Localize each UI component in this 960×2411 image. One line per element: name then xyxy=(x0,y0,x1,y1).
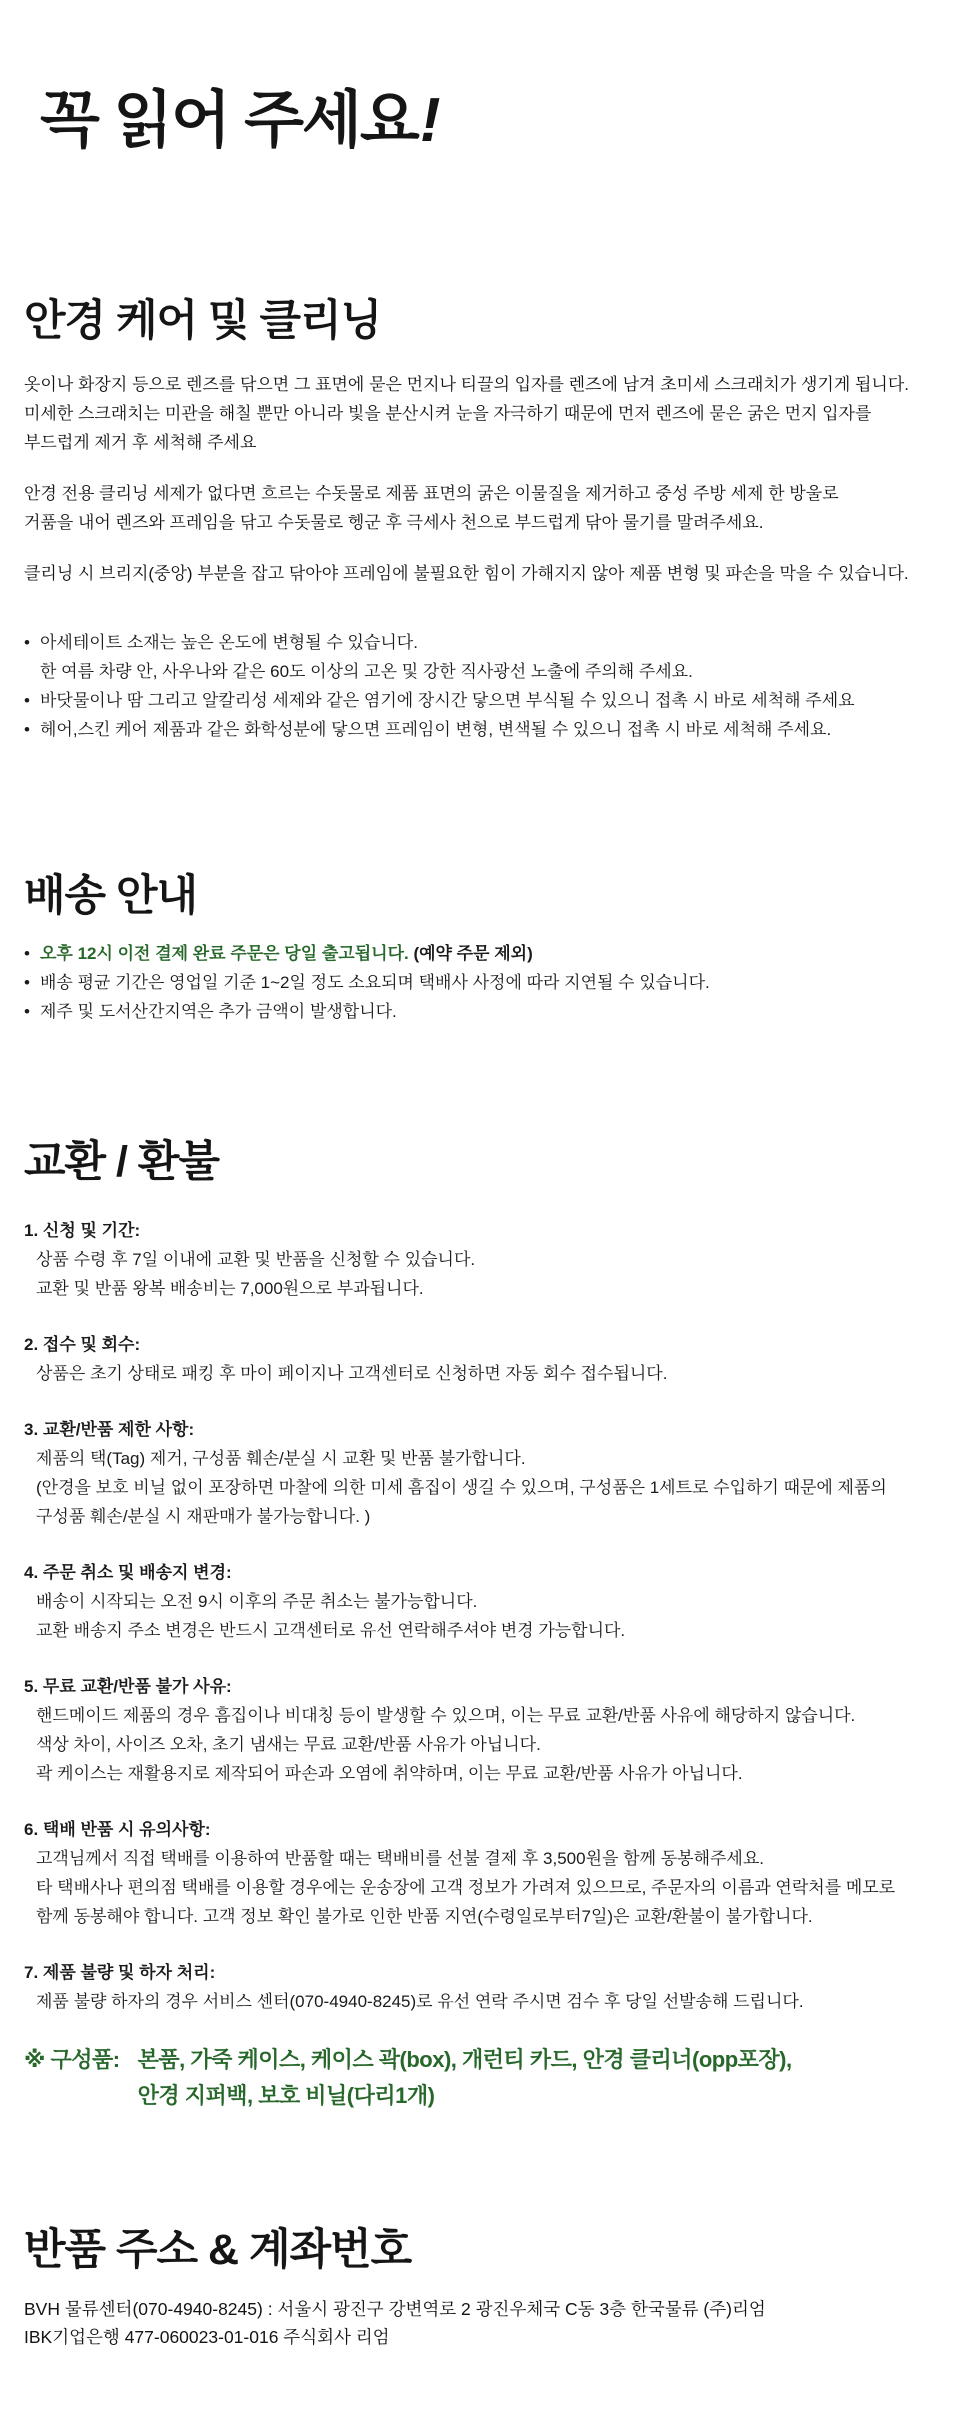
shipping-bullet-text: 오후 12시 이전 결제 완료 주문은 당일 출고됩니다. xyxy=(40,944,409,963)
exchange-item-title: 1. 신청 및 기간: xyxy=(24,1221,141,1240)
exchange-items xyxy=(24,1216,936,2016)
exchange-item-lines: 상품 수령 후 7일 이내에 교환 및 반품을 신청할 수 있습니다. 교환 및 반품 왕복 배송비는 7,000원으로 부과됩니다. xyxy=(36,1250,476,1298)
components-note-prefix: ※ 구성품: xyxy=(24,2047,120,2072)
care-paragraph: 옷이나 화장지 등으로 렌즈를 닦으면 그 표면에 묻은 먼지나 티끌의 입자를 렌즈에 남겨 초미세 스크래치가 생기게 됩니다. 미세한 스크래치는 미관을 해칠 뿐만 아니라 빛을 분산시켜 눈을 자극하기 때문에 먼저 렌즈에 묻은 굵은 먼지 입자를 부드럽게 제거 후 세척해 주세요 xyxy=(24,375,909,452)
exchange-item-title: 5. 무료 교환/반품 불가 사유: xyxy=(24,1677,232,1696)
page-title xyxy=(24,0,936,159)
shipping-heading: 배송 안내 xyxy=(24,872,198,920)
exchange-item xyxy=(24,1558,936,1645)
exchange-item-lines: 제품의 택(Tag) 제거, 구성품 훼손/분실 시 교환 및 반품 불가합니다. (안경을 보호 비닐 없이 포장하면 마찰에 의한 미세 흠집이 생길 수 있으며, 구성품은 1세트로 수입하기 때문에 제품의 구성품 훼손/분실 시 재판매가 불가능합니다. ) xyxy=(36,1449,887,1526)
care-paragraphs xyxy=(24,370,936,588)
shipping-bullet-text: 배송 평균 기간은 영업일 기준 1~2일 정도 소요되며 택배사 사정에 따라 지연될 수 있습니다. xyxy=(40,973,710,992)
exchange-heading: 교환 / 환불 xyxy=(24,1138,219,1186)
exchange-item xyxy=(24,1958,936,2016)
exchange-item xyxy=(24,1330,936,1388)
exchange-item-title: 6. 택배 반품 시 유의사항: xyxy=(24,1820,211,1839)
care-section xyxy=(24,287,936,744)
care-bullet-item: • 헤어,스킨 케어 제품과 같은 화학성분에 닿으면 프레임이 변형, 변색될 수 있으니 접촉 시 바로 세척해 주세요. xyxy=(24,715,936,744)
exchange-item xyxy=(24,1672,936,1788)
return-address-lines: BVH 물류센터(070-4940-8245) : 서울시 광진구 강변역로 2 광진우체국 C동 3층 한국물류 (주)리엄 IBK기업은행 477-060023-01-016 주식회사 리엄 xyxy=(24,2299,766,2347)
exchange-item-lines: 고객님께서 직접 택배를 이용하여 반품할 때는 택배비를 선불 결제 후 3,500원을 함께 동봉해주세요. 타 택배사나 편의점 택배를 이용할 경우에는 운송장에 고객 정보가 가려져 있으므로, 주문자의 이름과 연락처를 메모로 함께 동봉해야 합니다. 고객 정보 확인 불가로 인한 반품 지연(수령일로부터7일)은 교환/환불이 불가합니다. xyxy=(36,1849,896,1926)
components-note xyxy=(24,2042,936,2114)
care-bullet-item: • 바닷물이나 땀 그리고 알칼리성 세제와 같은 염기에 장시간 닿으면 부식될 수 있으니 접촉 시 바로 세척해 주세요 xyxy=(24,686,936,715)
exchange-section xyxy=(24,1128,936,2114)
exchange-item-title: 2. 접수 및 회수: xyxy=(24,1335,141,1354)
exchange-item-lines: 핸드메이드 제품의 경우 흠집이나 비대칭 등이 발생할 수 있으며, 이는 무료 교환/반품 사유에 해당하지 않습니다. 색상 차이, 사이즈 오차, 초기 냄새는 무료 교환/반품 사유가 아닙니다. 곽 케이스는 재활용지로 제작되어 파손과 오염에 취약하며, 이는 무료 교환/반품 사유가 아닙니다. xyxy=(36,1706,856,1783)
exchange-item-lines: 상품은 초기 상태로 패킹 후 마이 페이지나 고객센터로 신청하면 자동 회수 접수됩니다. xyxy=(36,1364,668,1383)
exchange-item-title: 3. 교환/반품 제한 사항: xyxy=(24,1420,195,1439)
shipping-bullet-item xyxy=(24,997,936,1026)
care-paragraph: 안경 전용 클리닝 세제가 없다면 흐르는 수돗물로 제품 표면의 굵은 이물질을 제거하고 중성 주방 세제 한 방울로 거품을 내어 렌즈와 프레임을 닦고 수돗물로 헹군 후 극세사 천으로 부드럽게 닦아 물기를 말려주세요. xyxy=(24,484,839,532)
exchange-item-title: 7. 제품 불량 및 하자 처리: xyxy=(24,1963,216,1982)
exchange-item xyxy=(24,1216,936,1303)
exchange-item-lines: 배송이 시작되는 오전 9시 이후의 주문 취소는 불가능합니다. 교환 배송지 주소 변경은 반드시 고객센터로 유선 연락해주셔야 변경 가능합니다. xyxy=(36,1592,626,1640)
shipping-bullet-text: 제주 및 도서산간지역은 추가 금액이 발생합니다. xyxy=(40,1002,397,1021)
return-heading: 반품 주소 & 계좌번호 xyxy=(24,2226,412,2274)
shipping-bullet-list xyxy=(24,939,936,1026)
shipping-bullet-item xyxy=(24,968,936,997)
care-heading: 안경 케어 및 클리닝 xyxy=(24,297,382,345)
page-title-exclaim: ! xyxy=(419,86,439,155)
exchange-item-title: 4. 주문 취소 및 배송지 변경: xyxy=(24,1563,232,1582)
exchange-item xyxy=(24,1815,936,1931)
shipping-bullet-item xyxy=(24,939,936,968)
care-paragraph: 클리닝 시 브리지(중앙) 부분을 잡고 닦아야 프레임에 불필요한 힘이 가해지지 않아 제품 변형 및 파손을 막을 수 있습니다. xyxy=(24,564,909,583)
care-bullet-item: • 아세테이트 소재는 높은 온도에 변형될 수 있습니다. 한 여름 차량 안, 사우나와 같은 60도 이상의 고온 및 강한 직사광선 노출에 주의해 주세요. xyxy=(24,628,936,686)
page-title-text: 꼭 읽어 주세요 xyxy=(40,86,418,155)
return-section xyxy=(24,2216,936,2351)
care-bullet-list xyxy=(24,628,936,744)
shipping-bullet-text: (예약 주문 제외) xyxy=(408,944,533,963)
exchange-item-lines: 제품 불량 하자의 경우 서비스 센터(070-4940-8245)로 유선 연락 주시면 검수 후 당일 선발송해 드립니다. xyxy=(36,1992,804,2011)
components-note-content: 본품, 가죽 케이스, 케이스 곽(box), 개런티 카드, 안경 클리너(opp포장), 안경 지퍼백, 보호 비닐(다리1개) xyxy=(137,2047,792,2108)
exchange-item xyxy=(24,1415,936,1531)
shipping-section xyxy=(24,862,936,1026)
